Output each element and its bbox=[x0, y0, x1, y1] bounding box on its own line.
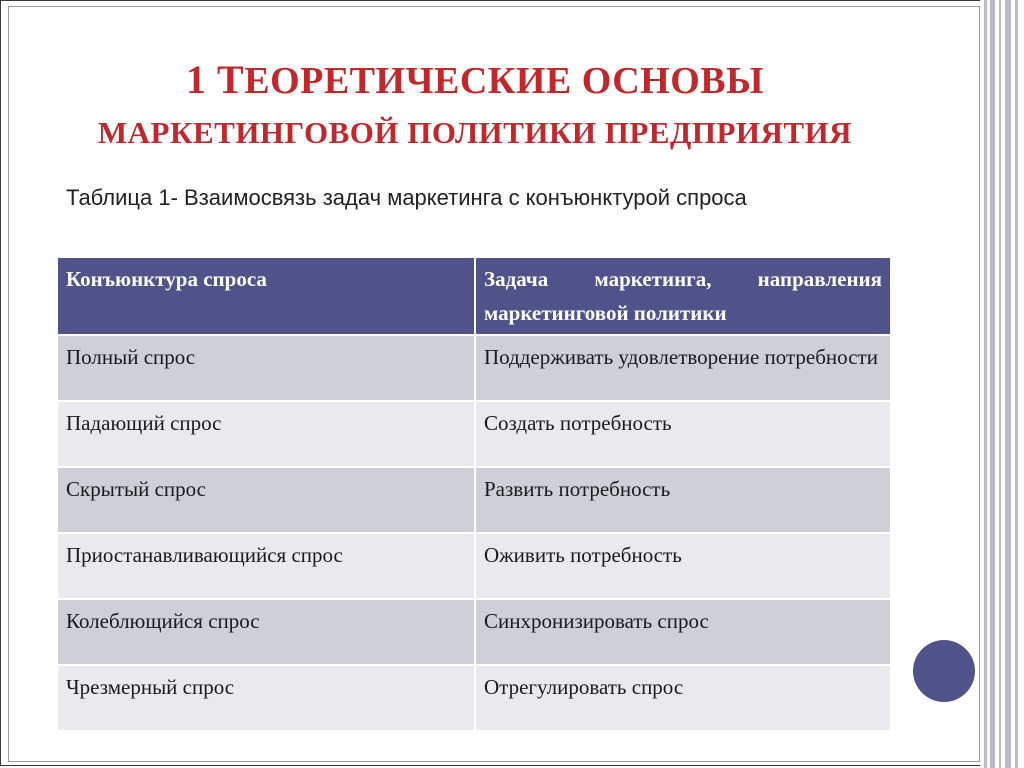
table-row bbox=[57, 467, 891, 533]
header-demand-conjuncture: Конъюнктура спроса bbox=[57, 257, 475, 335]
table-row bbox=[57, 599, 891, 665]
title-line-1-rest: ЕОРЕТИЧЕСКИЕ ОСНОВЫ bbox=[244, 60, 764, 102]
title-number: 1 bbox=[186, 57, 218, 102]
demand-cell: Чрезмерный спрос bbox=[57, 665, 475, 731]
task-cell: Развить потребность bbox=[475, 467, 891, 533]
slide-title bbox=[40, 54, 910, 159]
demand-cell: Приостанавливающийся спрос bbox=[57, 533, 475, 599]
task-cell: Оживить потребность bbox=[475, 533, 891, 599]
table-row bbox=[57, 665, 891, 731]
demand-cell: Падающий спрос bbox=[57, 401, 475, 467]
table-caption: Таблица 1- Взаимосвязь задач маркетинга с конъюнктурой спроса bbox=[66, 185, 747, 210]
decorative-circle bbox=[913, 640, 975, 702]
task-cell: Создать потребность bbox=[475, 401, 891, 467]
decorative-side-stripes bbox=[980, 0, 1024, 768]
table-header-row bbox=[57, 257, 891, 335]
marketing-table bbox=[56, 256, 892, 732]
task-cell: Отрегулировать спрос bbox=[475, 665, 891, 731]
table-row bbox=[57, 335, 891, 401]
demand-cell: Колеблющийся спрос bbox=[57, 599, 475, 665]
task-cell: Поддерживать удовлетворение потребности bbox=[475, 335, 891, 401]
title-line-2: МАРКЕТИНГОВОЙ ПОЛИТИКИ ПРЕДПРИЯТИЯ bbox=[97, 115, 853, 150]
title-capital-letter: Т bbox=[217, 57, 245, 102]
demand-cell: Полный спрос bbox=[57, 335, 475, 401]
title-line-1 bbox=[40, 54, 910, 107]
table-row bbox=[57, 533, 891, 599]
task-cell: Синхронизировать спрос bbox=[475, 599, 891, 665]
demand-cell: Скрытый спрос bbox=[57, 467, 475, 533]
header-marketing-task: Задача маркетинга, направления маркетинговой политики bbox=[475, 257, 891, 335]
table-row bbox=[57, 401, 891, 467]
